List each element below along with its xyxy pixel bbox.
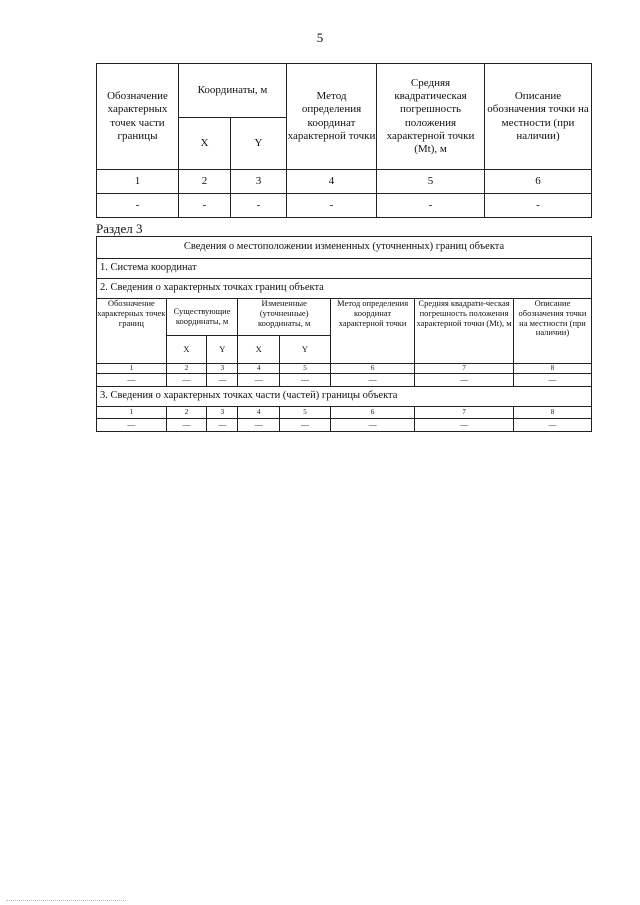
table-cell: - — [377, 194, 485, 218]
part-boundary-points-table — [96, 63, 592, 218]
header-coordinates: Координаты, м — [179, 64, 287, 118]
header-error: Средняя квадрати-ческая погрешность положения характерной точки (Mt), м — [415, 299, 514, 364]
table-title: Сведения о местоположении измененных (уточненных) границ объекта — [97, 237, 592, 259]
column-number: 8 — [513, 364, 591, 374]
column-number: 5 — [377, 170, 485, 194]
table-cell: — — [97, 419, 167, 432]
table-cell: — — [330, 419, 414, 432]
table-cell: — — [97, 374, 167, 387]
header-changed-coordinates: Измененные (уточненные) координаты, м — [238, 299, 331, 336]
column-number: 6 — [330, 364, 414, 374]
coordinate-system-row: 1. Система координат — [97, 259, 592, 279]
column-number: 7 — [415, 407, 514, 419]
table-cell: — — [238, 374, 280, 387]
header-method: Метод определения координат характерной точки — [330, 299, 414, 364]
table-cell: — — [280, 374, 331, 387]
column-number: 2 — [166, 407, 207, 419]
column-number: 3 — [207, 364, 238, 374]
table-cell: — — [238, 419, 280, 432]
table-cell: - — [231, 194, 287, 218]
header-error: Средняя квадратическая погрешность положения характерной точки (Mt), м — [377, 64, 485, 170]
table-cell: — — [513, 419, 591, 432]
table-cell: - — [485, 194, 592, 218]
table-cell: — — [207, 419, 238, 432]
part-boundary-points-heading: 3. Сведения о характерных точках части (частей) границы объекта — [97, 387, 592, 407]
table-cell: — — [166, 419, 207, 432]
changed-boundaries-table — [96, 236, 592, 432]
table-cell: — — [415, 419, 514, 432]
table-cell: — — [513, 374, 591, 387]
header-y: Y — [231, 118, 287, 170]
header-y: Y — [207, 336, 238, 364]
header-designation: Обозначение характерных точек части границы — [97, 64, 179, 170]
table-cell: — — [166, 374, 207, 387]
table-cell: — — [280, 419, 331, 432]
column-number: 2 — [179, 170, 231, 194]
table-cell: — — [207, 374, 238, 387]
header-method: Метод определения координат характерной точки — [287, 64, 377, 170]
header-x: X — [166, 336, 207, 364]
table-cell: - — [287, 194, 377, 218]
column-number: 7 — [415, 364, 514, 374]
column-number: 5 — [280, 407, 331, 419]
column-number: 3 — [207, 407, 238, 419]
header-y: Y — [280, 336, 331, 364]
column-number: 1 — [97, 364, 167, 374]
column-number: 1 — [97, 170, 179, 194]
column-number: 2 — [166, 364, 207, 374]
header-description: Описание обозначения точки на местности (при наличии) — [485, 64, 592, 170]
table-cell: - — [179, 194, 231, 218]
header-x: X — [179, 118, 231, 170]
section-title: Раздел 3 — [96, 221, 143, 236]
column-number: 1 — [97, 407, 167, 419]
column-number: 6 — [485, 170, 592, 194]
column-number: 5 — [280, 364, 331, 374]
page-number: 5 — [316, 30, 324, 45]
column-number: 8 — [513, 407, 591, 419]
table-cell: — — [330, 374, 414, 387]
scan-artifact — [6, 900, 126, 903]
column-number: 6 — [330, 407, 414, 419]
header-designation: Обозначение характерных точек границ — [97, 299, 167, 364]
column-number: 4 — [238, 364, 280, 374]
table-cell: — — [415, 374, 514, 387]
column-number: 4 — [287, 170, 377, 194]
column-number: 4 — [238, 407, 280, 419]
table-cell: - — [97, 194, 179, 218]
boundary-points-heading: 2. Сведения о характерных точках границ объекта — [97, 279, 592, 299]
column-number: 3 — [231, 170, 287, 194]
header-existing-coordinates: Существующие координаты, м — [166, 299, 238, 336]
header-x: X — [238, 336, 280, 364]
header-description: Описание обозначения точки на местности (при наличии) — [513, 299, 591, 364]
